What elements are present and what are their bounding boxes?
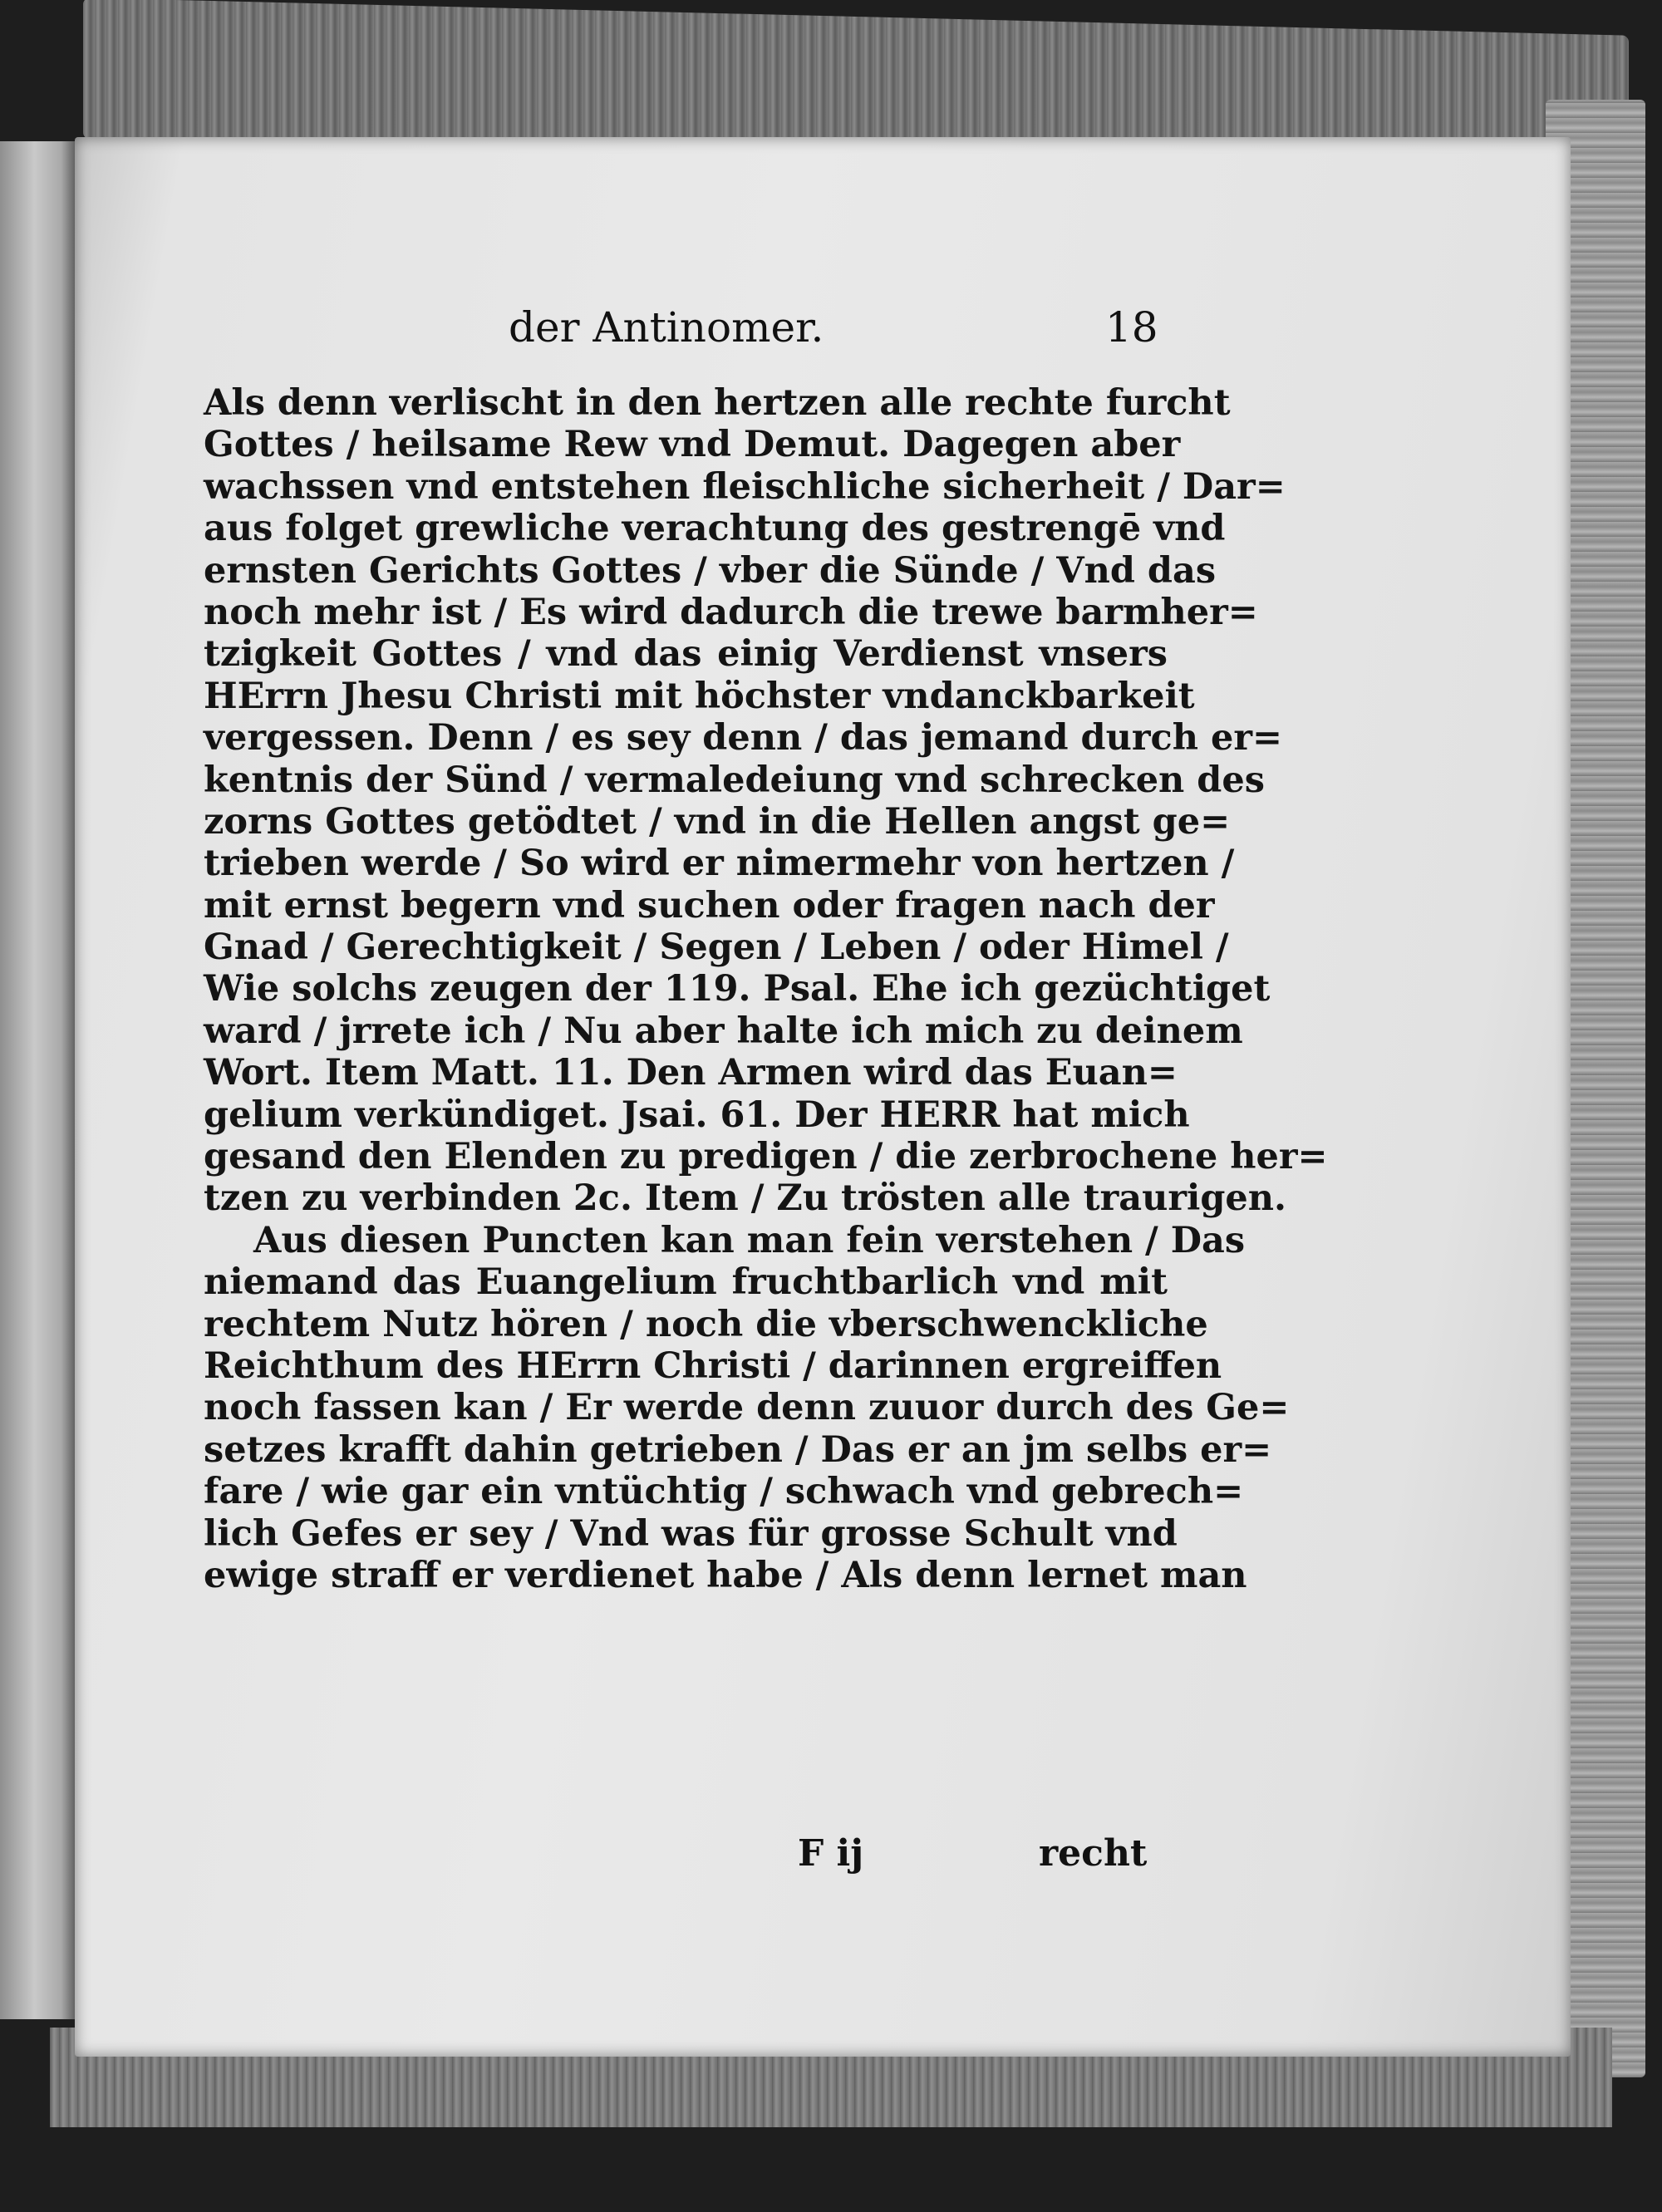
text-line: Gnad / Gerechtigkeit / Segen / Leben / oder Himel / bbox=[204, 927, 1229, 969]
signature-line bbox=[75, 1832, 1571, 1882]
text-line: zorns Gottes getödtet / vnd in die Hellen angst ge= bbox=[204, 800, 1231, 843]
text-line: ward / jrrete ich / Nu aber halte ich mich zu deinem bbox=[204, 1010, 1243, 1052]
text-line: rechtem Nutz hören / noch die vberschwenckliche bbox=[204, 1303, 1208, 1345]
text-line: ernsten Gerichts Gottes / vber die Sünde / Vnd das bbox=[204, 549, 1217, 592]
text-line: kentnis der Sünd / vermaledeiung vnd schrecken des bbox=[204, 759, 1265, 801]
text-line: tzigkeit Gottes / vnd das einig Verdienst vnsers bbox=[204, 633, 1168, 676]
running-head bbox=[75, 303, 1571, 361]
text-line: aus folget grewliche verachtung des gestrengē vnd bbox=[204, 508, 1226, 550]
text-line: tzen zu verbinden 2c. Item / Zu trösten alle traurigen. bbox=[204, 1177, 1286, 1220]
text-line: noch fassen kan / Er werde denn zuuor durch des Ge= bbox=[204, 1387, 1290, 1429]
text-line: wachssen vnd entstehen fleischliche sicherheit / Dar= bbox=[204, 465, 1286, 508]
text-line: gelium verkündiget. Jsai. 61. Der HERR hat mich bbox=[204, 1094, 1190, 1136]
text-line: ewige straff er verdienet habe / Als denn lernet man bbox=[204, 1554, 1247, 1596]
book-page bbox=[75, 137, 1571, 2057]
folio-number: 18 bbox=[1105, 303, 1158, 351]
text-line: Gottes / heilsame Rew vnd Demut. Dagegen aber bbox=[204, 424, 1181, 466]
signature-mark: F ij bbox=[798, 1832, 864, 1875]
text-line: mit ernst begern vnd suchen oder fragen nach der bbox=[204, 884, 1215, 927]
text-line: HErrn Jhesu Christi mit höchster vndanckbarkeit bbox=[204, 675, 1195, 717]
paragraph-start-line: Aus diesen Puncten kan man fein verstehen / Das bbox=[253, 1219, 1246, 1261]
facing-page-edge bbox=[0, 141, 76, 2019]
text-line: gesand den Elenden zu predigen / die zerbrochene her= bbox=[204, 1136, 1328, 1178]
text-line: Wie solchs zeugen der 119. Psal. Ehe ich gezüchtiget bbox=[204, 968, 1271, 1010]
text-line: fare / wie gar ein vntüchtig / schwach vnd gebrech= bbox=[204, 1471, 1244, 1513]
text-line: vergessen. Denn / es sey denn / das jemand durch er= bbox=[204, 717, 1282, 759]
text-line: lich Gefes er sey / Vnd was für grosse Schult vnd bbox=[204, 1512, 1178, 1555]
text-line: Reichthum des HErrn Christi / darinnen ergreiffen bbox=[204, 1344, 1222, 1387]
running-title: der Antinomer. bbox=[509, 303, 824, 351]
text-line: Als denn verlischt in den hertzen alle rechte furcht bbox=[204, 382, 1231, 424]
text-line: trieben werde / So wird er nimermehr von hertzen / bbox=[204, 843, 1235, 885]
catchword: recht bbox=[1039, 1832, 1148, 1875]
text-line: Wort. Item Matt. 11. Den Armen wird das Euan= bbox=[204, 1052, 1178, 1094]
body-text bbox=[204, 382, 1328, 1596]
text-line: noch mehr ist / Es wird dadurch die trewe barmher= bbox=[204, 591, 1258, 633]
text-line: niemand das Euangelium fruchtbarlich vnd mit bbox=[204, 1261, 1168, 1304]
text-line: setzes krafft dahin getrieben / Das er an jm selbs er= bbox=[204, 1428, 1272, 1471]
